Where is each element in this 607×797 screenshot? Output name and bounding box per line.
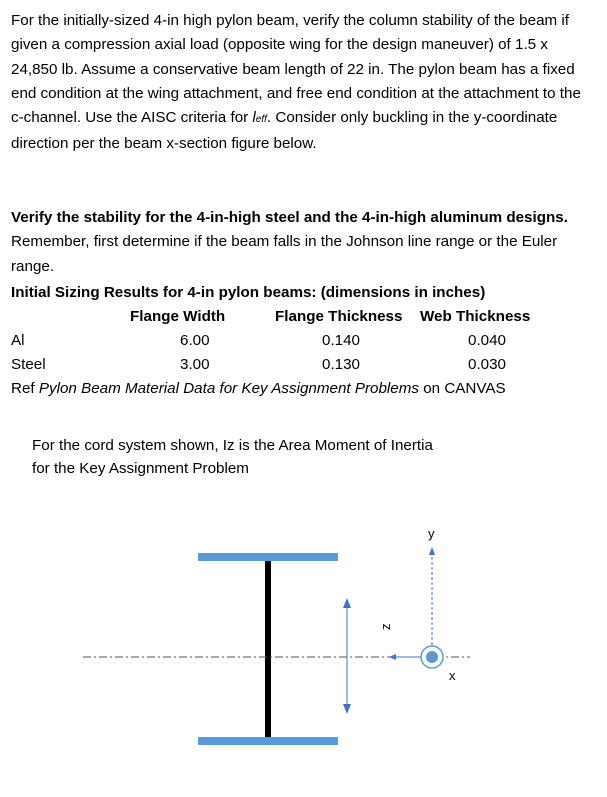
table-row	[0, 353, 607, 377]
table-row	[0, 329, 607, 353]
reference-line	[11, 377, 506, 401]
verify-rest-text: Remember, first determine if the beam falls in the Johnson line range or the Euler range.	[11, 233, 558, 275]
bottom-flange	[198, 737, 338, 745]
flange-width-value: 3.00	[180, 356, 210, 373]
problem-text-part2: . Consider only buckling in the y-coordinate direction per the beam x-section figure below.	[11, 109, 558, 153]
y-axis-label: y	[428, 526, 435, 541]
material-name: Al	[11, 332, 25, 349]
flange-thickness-value: 0.140	[322, 332, 361, 349]
flange-thickness-value: 0.130	[322, 356, 361, 373]
verify-instructions	[11, 206, 596, 279]
arrow-down-icon	[343, 704, 351, 714]
table-header-row	[0, 305, 607, 329]
figure-caption	[32, 434, 552, 480]
z-arrow-icon	[389, 654, 396, 660]
eff-subscript: eff	[255, 114, 267, 126]
web	[265, 561, 271, 741]
z-axis-label: z	[378, 623, 393, 630]
x-axis-label: x	[449, 668, 456, 683]
flange-width-value: 6.00	[180, 332, 210, 349]
caption-line-2: for the Key Assignment Problem	[32, 460, 249, 477]
col-flange-thickness: Flange Thickness	[275, 308, 403, 325]
beam-cross-section-figure	[0, 500, 607, 797]
l-symbol: l	[252, 109, 256, 127]
reference-prefix: Ref	[11, 380, 39, 397]
col-web-thickness: Web Thickness	[420, 308, 531, 325]
reference-title: Pylon Beam Material Data for Key Assignment Problems	[38, 380, 419, 397]
top-flange	[198, 553, 338, 561]
arrow-up-icon	[343, 598, 351, 608]
problem-text-part1: For the initially-sized 4-in high pylon beam, verify the column stability of the beam if given a compression axial load (opposite wing for the design maneuver) of 1.5 x 24,850 lb. Assume a conservative beam length of 22 in. The pylon beam has a fixed end condition at the wing attachment, and free end condition at the attachment to the c-channel. Use the AISC criteria for	[11, 12, 581, 127]
web-thickness-value: 0.040	[468, 332, 507, 349]
sizing-heading: Initial Sizing Results for 4-in pylon beams: (dimensions in inches)	[11, 284, 486, 301]
reference-suffix: on CANVAS	[418, 380, 506, 397]
verify-bold-text: Verify the stability for the 4-in-high steel and the 4-in-high aluminum designs.	[11, 209, 568, 226]
y-arrow-icon	[429, 547, 435, 555]
caption-line-1: For the cord system shown, Iz is the Area Moment of Inertia	[32, 437, 433, 454]
material-name: Steel	[11, 356, 46, 373]
web-thickness-value: 0.030	[468, 356, 507, 373]
problem-statement	[11, 9, 596, 157]
col-flange-width: Flange Width	[130, 308, 226, 325]
origin-dot-icon	[426, 651, 438, 663]
